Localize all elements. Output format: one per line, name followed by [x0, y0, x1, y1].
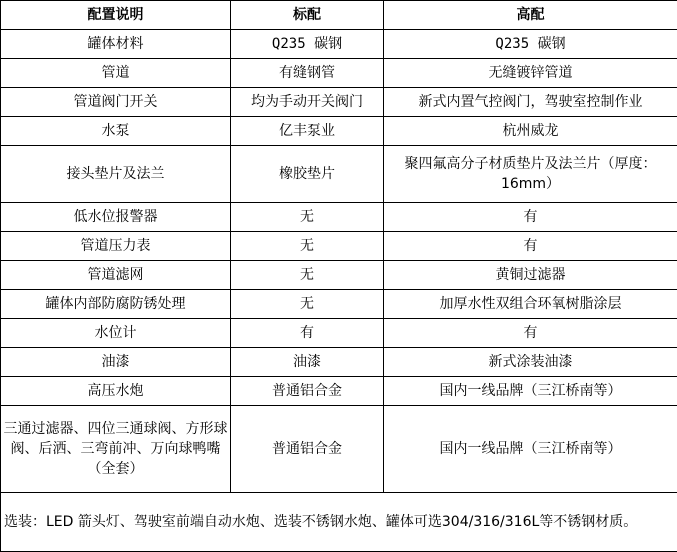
row-standard: 亿丰泵业 — [231, 117, 384, 146]
row-high: 新式涂装油漆 — [384, 348, 677, 377]
row-high: 有 — [384, 203, 677, 232]
table-row — [1, 319, 677, 348]
row-item: 低水位报警器 — [1, 203, 231, 232]
row-high: 加厚水性双组合环氧树脂涂层 — [384, 290, 677, 319]
row-item: 接头垫片及法兰 — [1, 146, 231, 203]
row-item: 油漆 — [1, 348, 231, 377]
row-item: 管道阀门开关 — [1, 88, 231, 117]
row-standard: 无 — [231, 203, 384, 232]
row-standard: 普通铝合金 — [231, 377, 384, 406]
optional-equipment-note: 选装：LED 箭头灯、驾驶室前端自动水炮、选装不锈钢水炮、罐体可选304/316/316L等不锈钢材质。 — [1, 493, 677, 552]
row-standard: Q235 碳钢 — [231, 30, 384, 59]
table-row — [1, 30, 677, 59]
row-high: 有 — [384, 319, 677, 348]
col-header-config: 配置说明 — [1, 1, 231, 30]
row-item: 三通过滤器、四位三通球阀、方形球阀、后洒、三弯前冲、万向球鸭嘴（全套） — [1, 406, 231, 493]
row-high: 新式内置气控阀门，驾驶室控制作业 — [384, 88, 677, 117]
col-header-high: 高配 — [384, 1, 677, 30]
row-high: 黄铜过滤器 — [384, 261, 677, 290]
table-row — [1, 348, 677, 377]
row-item: 管道滤网 — [1, 261, 231, 290]
table-row — [1, 261, 677, 290]
row-item: 管道压力表 — [1, 232, 231, 261]
row-high: 聚四氟高分子材质垫片及法兰片（厚度：16mm） — [384, 146, 677, 203]
row-standard: 油漆 — [231, 348, 384, 377]
table-row — [1, 203, 677, 232]
row-item: 罐体内部防腐防锈处理 — [1, 290, 231, 319]
table-row — [1, 146, 677, 203]
note-row — [1, 493, 677, 552]
row-standard: 橡胶垫片 — [231, 146, 384, 203]
row-standard: 有 — [231, 319, 384, 348]
row-standard: 无 — [231, 261, 384, 290]
row-item: 罐体材料 — [1, 30, 231, 59]
row-high: 有 — [384, 232, 677, 261]
row-standard: 普通铝合金 — [231, 406, 384, 493]
table-row — [1, 406, 677, 493]
row-high: 无缝镀锌管道 — [384, 59, 677, 88]
table-row — [1, 377, 677, 406]
table-row — [1, 290, 677, 319]
row-high: 国内一线品牌（三江桥南等） — [384, 377, 677, 406]
row-high: 国内一线品牌（三江桥南等） — [384, 406, 677, 493]
row-item: 高压水炮 — [1, 377, 231, 406]
table-row — [1, 117, 677, 146]
row-high: Q235 碳钢 — [384, 30, 677, 59]
row-standard: 无 — [231, 290, 384, 319]
header-row — [1, 1, 677, 30]
row-standard: 均为手动开关阀门 — [231, 88, 384, 117]
row-standard: 有缝钢管 — [231, 59, 384, 88]
row-item: 管道 — [1, 59, 231, 88]
table-row — [1, 59, 677, 88]
table-row — [1, 88, 677, 117]
table-row — [1, 232, 677, 261]
col-header-standard: 标配 — [231, 1, 384, 30]
row-standard: 无 — [231, 232, 384, 261]
row-high: 杭州威龙 — [384, 117, 677, 146]
row-item: 水泵 — [1, 117, 231, 146]
row-item: 水位计 — [1, 319, 231, 348]
